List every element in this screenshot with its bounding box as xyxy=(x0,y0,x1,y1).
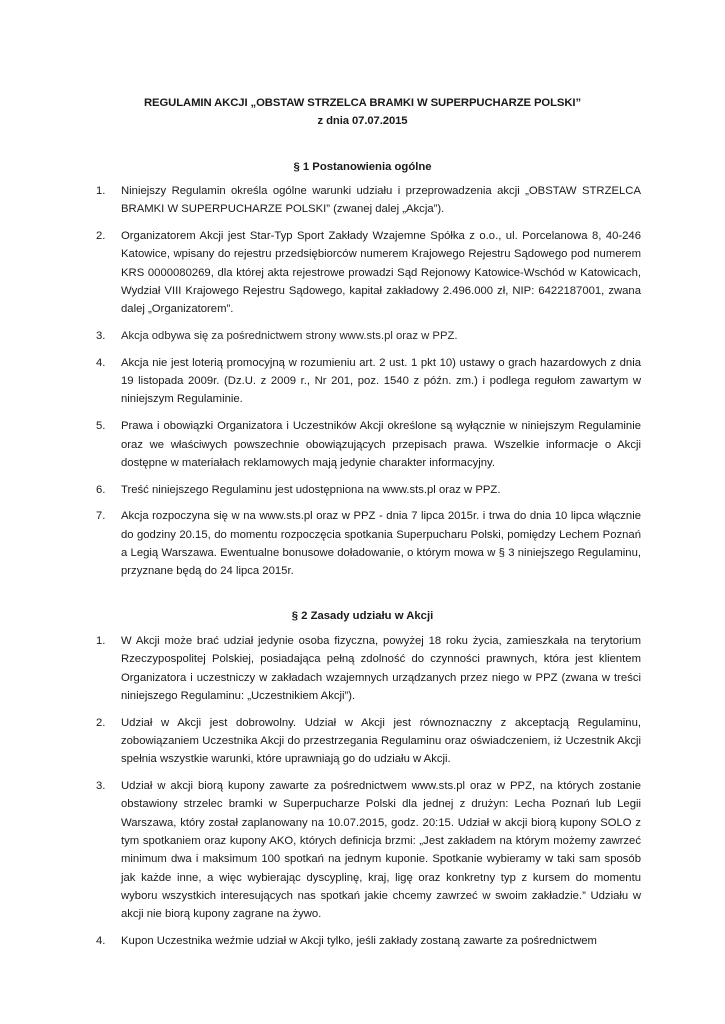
document-date: z dnia 07.07.2015 xyxy=(317,115,408,127)
list-item-number: 6. xyxy=(96,483,106,496)
list-item-text: Akcja odbywa się za pośrednictwem strony www.sts.pl oraz w PPZ. xyxy=(121,330,458,343)
document-title: REGULAMIN AKCJI „OBSTAW STRZELCA BRAMKI W SUPERPUCHARZE POLSKI” xyxy=(144,97,581,109)
list-item-text: Prawa i obowiązki Organizatora i Uczestników Akcji określone są wyłącznie w niniejszym Regulaminie oraz we właściwych powszechnie obowiązujących przepisach prawa. Wszelkie informacje o Akcji dostępne w materiałach reklamowych mają jedynie charakter informacyjny. xyxy=(121,420,641,469)
section-1-heading: § 1 Postanowienia ogólne xyxy=(293,161,432,173)
section-1-list xyxy=(96,182,641,589)
list-item-text: Organizatorem Akcji jest Star-Typ Sport Zakłady Wzajemne Spółka z o.o., ul. Porcelanowa 8, 40-246 Katowice, wpisany do rejestru przedsiębiorców numerem Krajowego Rejestru Sądowego pod numerem KRS 0000080269, dla której akta rejestrowe prowadzi Sąd Rejonowy Katowice-Wschód w Katowicach, Wydział VIII Krajowego Rejestru Sądowego, kapitał zakładowy 2.496.000 zł, NIP: 6422187001, zwana dalej „Organizatorem”. xyxy=(121,230,641,316)
list-item-text: Akcja rozpoczyna się w na www.sts.pl oraz w PPZ - dnia 7 lipca 2015r. i trwa do dnia 10 lipca włącznie do godziny 20.15, do momentu rozpoczęcia spotkania Superpucharu Polski, pomiędzy Lechem Poznań a Legią Warszawa. Ewentualne bonusowe doładowanie, o którym mowa w § 3 niniejszego Regulaminu, przyznane będą do 24 lipca 2015r. xyxy=(121,510,641,578)
list-item-text: Akcja nie jest loterią promocyjną w rozumieniu art. 2 ust. 1 pkt 10) ustawy o grach hazardowych z dnia 19 listopada 2009r. (Dz.U. z 2009 r., Nr 201, poz. 1540 z późn. zm.) i podlega regułom zawartym w niniejszym Regulaminie. xyxy=(121,356,641,406)
list-item-number: 3. xyxy=(96,330,106,343)
list-item xyxy=(96,182,641,219)
list-item-text: Udział w akcji biorą kupony zawarte za pośrednictwem www.sts.pl oraz w PPZ, na których zostanie obstawiony strzelec bramki w Superpucharze Polski dla jednej z drużyn: Lecha Poznań lub Legii Warszawa, który został zaplanowany na 10.07.2015, godz. 20:15. Udział w akcji biorą kupony SOLO z tym spotkaniem oraz kupony AKO, których definicja brzmi: „Jest zakładem na którym możemy zawrzeć minimum dwa i maksimum 100 spotkań na jednym kuponie. Spotkanie wybieramy w taki sam sposób jak każde inne, a więc wybierając dyscyplinę, kraj, ligę oraz konkretny typ z kursem do momentu wyboru wszystkich interesujących nas spotkań jakie chcemy zawrzeć w swoim zakładzie.” Udziału w akcji nie biorą kupony zagrane na żywo. xyxy=(121,780,641,921)
list-item-text: Treść niniejszego Regulaminu jest udostępniona na www.sts.pl oraz w PPZ. xyxy=(121,483,501,496)
list-item-text: W Akcji może brać udział jedynie osoba fizyczna, powyżej 18 roku życia, zamieszkała na terytorium Rzeczypospolitej Polskiej, posiadająca pełną zdolność do czynności prawnych, która jest klientem Organizatora i uczestniczy w zakładach wzajemnych urządzanych przez niego w PPZ (zwana w treści niniejszego Regulaminu: „Uczestnikiem Akcji”). xyxy=(121,635,641,702)
list-item xyxy=(96,481,641,499)
section-2-heading: § 2 Zasady udziału w Akcji xyxy=(291,610,434,622)
list-item xyxy=(96,417,641,472)
list-item-number: 4. xyxy=(96,934,106,947)
list-item-number: 1. xyxy=(96,635,106,647)
list-item xyxy=(96,507,641,580)
list-item xyxy=(96,932,641,950)
list-item xyxy=(96,354,641,409)
list-item-number: 5. xyxy=(96,420,106,433)
list-item-number: 2. xyxy=(96,716,106,729)
list-item-text: Udział w Akcji jest dobrowolny. Udział w Akcji jest równoznaczny z akceptacją Regulaminu, zobowiązaniem Uczestnika Akcji do przestrzegania Regulaminu oraz oświadczeniem, iż Uczestnik Akcji spełnia wszystkie warunki, które uprawniają go do udziału w Akcji. xyxy=(121,716,641,766)
list-item xyxy=(96,632,641,705)
list-item-number: 4. xyxy=(96,356,106,369)
list-item-text: Niniejszy Regulamin określa ogólne warunki udziału i przeprowadzenia akcji „OBSTAW STRZELCA BRAMKI W SUPERPUCHARZE POLSKI” (zwanej dalej „Akcja”). xyxy=(121,185,641,216)
section-2-list xyxy=(96,632,641,959)
list-item xyxy=(96,227,641,318)
list-item-number: 2. xyxy=(96,230,106,243)
list-item xyxy=(96,327,641,345)
list-item xyxy=(96,714,641,769)
list-item xyxy=(96,777,641,923)
list-item-number: 3. xyxy=(96,780,106,793)
list-item-text: Kupon Uczestnika weźmie udział w Akcji tylko, jeśli zakłady zostaną zawarte za pośrednictwem xyxy=(121,934,597,947)
list-item-number: 1. xyxy=(96,185,106,197)
list-item-number: 7. xyxy=(96,510,106,523)
